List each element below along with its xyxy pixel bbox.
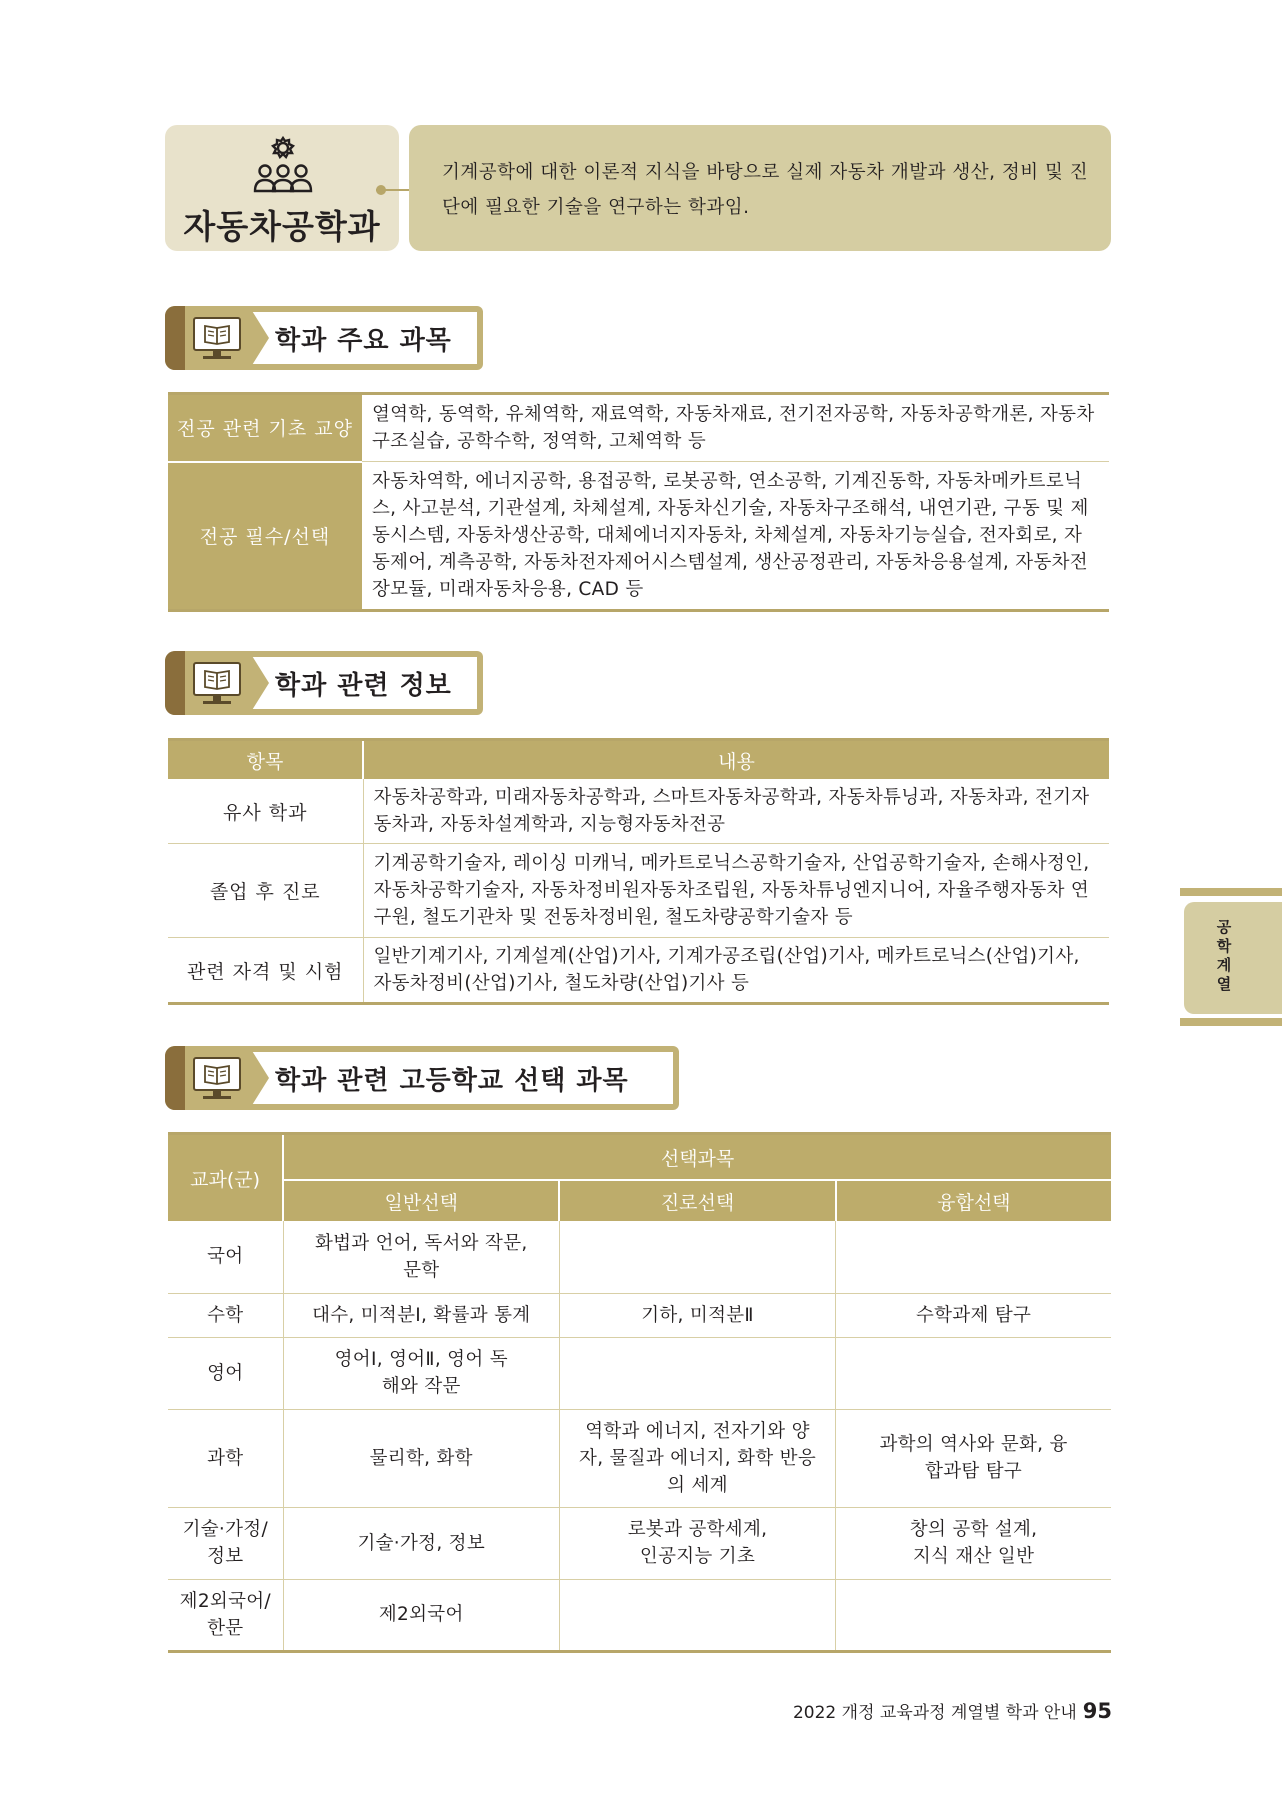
row-content: 열역학, 동역학, 유체역학, 재료역학, 자동차재료, 전기전자공학, 자동차공학개론, 자동차구조실습, 공학수학, 정역학, 고체역학 등 — [362, 394, 1109, 462]
major-subjects-table — [168, 392, 1109, 612]
description-text: 기계공학에 대한 이론적 지식을 바탕으로 실제 자동차 개발과 생산, 정비 및 진단에 필요한 기술을 연구하는 학과임. — [442, 162, 1089, 218]
table-row — [168, 1507, 1111, 1579]
general-cell: 화법과 언어, 독서와 작문, 문학 — [283, 1221, 559, 1293]
section-header-info — [165, 651, 483, 715]
side-tab-bar — [1180, 888, 1282, 896]
career-cell — [559, 1221, 835, 1293]
subject-cell: 영어 — [168, 1337, 283, 1409]
subject-cell: 수학 — [168, 1293, 283, 1337]
general-cell: 기술·가정, 정보 — [283, 1507, 559, 1579]
career-cell — [559, 1579, 835, 1651]
table-row — [168, 1293, 1111, 1337]
table-row — [168, 462, 1109, 611]
career-cell: 역학과 에너지, 전자기와 양자, 물질과 에너지, 화학 반응의 세계 — [559, 1409, 835, 1507]
side-tab — [1184, 902, 1282, 1014]
column-header: 진로선택 — [559, 1180, 835, 1221]
table-row — [168, 1221, 1111, 1293]
dept-title: 자동차공학과 — [183, 207, 381, 246]
general-cell: 영어Ⅰ, 영어Ⅱ, 영어 독해와 작문 — [283, 1337, 559, 1409]
subject-cell: 제2외국어/ 한문 — [168, 1579, 283, 1651]
row-label: 관련 자격 및 시험 — [168, 938, 363, 1004]
table-header-row — [168, 1134, 1111, 1181]
column-header: 선택과목 — [283, 1134, 1111, 1181]
table-row — [168, 1409, 1111, 1507]
subject-cell: 국어 — [168, 1221, 283, 1293]
subject-cell: 기술·가정/ 정보 — [168, 1507, 283, 1579]
table-row — [168, 1337, 1111, 1409]
column-header: 융합선택 — [836, 1180, 1111, 1221]
fusion-cell: 창의 공학 설계, 지식 재산 일반 — [836, 1507, 1111, 1579]
row-content: 자동차공학과, 미래자동차공학과, 스마트자동차공학과, 자동차튜닝과, 자동차과, 전기자동차과, 자동차설계학과, 지능형자동차전공 — [363, 779, 1109, 844]
table-header-row — [168, 740, 1109, 780]
connector-dot — [376, 185, 386, 195]
table-row — [168, 1579, 1111, 1651]
section-header-major — [165, 306, 483, 370]
table-row — [168, 394, 1109, 462]
column-header: 내용 — [363, 740, 1109, 780]
row-content: 기계공학기술자, 레이싱 미캐닉, 메카트로닉스공학기술자, 산업공학기술자, 손해사정인, 자동차공학기술자, 자동차정비원자동차조립원, 자동차튜닝엔지니어, 자율주행자동차 연구원, 철도기관차 및 전동차정비원, 철도차량공학기술자 등 — [363, 844, 1109, 938]
monitor-book-icon — [191, 1054, 243, 1104]
row-content: 자동차역학, 에너지공학, 용접공학, 로봇공학, 연소공학, 기계진동학, 자동차메카트로닉스, 사고분석, 기관설계, 차체설계, 자동차신기술, 자동차구조해석, 내연기관, 구동 및 제동시스템, 자동차생산공학, 대체에너지자동차, 차체설계, 자동차기능실습, 전자회로, 자동제어, 계측공학, 자동차전자제어시스템설계, 생산공정관리, 자동차응용설계, 자동차전장모듈, 미래자동차응용, CAD 등 — [372, 471, 1089, 600]
fusion-cell: 수학과제 탐구 — [836, 1293, 1111, 1337]
fusion-cell — [836, 1221, 1111, 1293]
column-header: 일반선택 — [283, 1180, 559, 1221]
row-label: 전공 관련 기초 교양 — [168, 394, 362, 462]
section-header-hs — [165, 1046, 679, 1110]
side-tab-label: 공학 계열 — [1216, 918, 1232, 993]
general-cell: 제2외국어 — [283, 1579, 559, 1651]
career-cell — [559, 1337, 835, 1409]
row-label: 졸업 후 진로 — [168, 844, 363, 938]
related-info-table — [168, 738, 1109, 1005]
row-label: 유사 학과 — [168, 779, 363, 844]
people-gear-icon — [251, 135, 315, 199]
footer-text: 2022 개정 교육과정 계열별 학과 안내 — [792, 1703, 1077, 1723]
fusion-cell — [836, 1579, 1111, 1651]
fusion-cell: 과학의 역사와 문화, 융합과탐 탐구 — [836, 1409, 1111, 1507]
table-header-row — [168, 1180, 1111, 1221]
section-title: 학과 관련 고등학교 선택 과목 — [275, 1066, 629, 1096]
monitor-book-icon — [191, 314, 243, 364]
footer — [760, 1698, 1112, 1723]
page-number: 95 — [1082, 1699, 1112, 1723]
description-box — [409, 125, 1111, 251]
career-cell: 기하, 미적분Ⅱ — [559, 1293, 835, 1337]
table-row — [168, 938, 1109, 1004]
side-tab-bar — [1180, 1018, 1282, 1026]
column-header: 항목 — [168, 740, 363, 780]
career-cell: 로봇과 공학세계, 인공지능 기초 — [559, 1507, 835, 1579]
general-cell: 물리학, 화학 — [283, 1409, 559, 1507]
subject-cell: 과학 — [168, 1409, 283, 1507]
dept-name-box — [165, 125, 399, 251]
general-cell: 대수, 미적분Ⅰ, 확률과 통계 — [283, 1293, 559, 1337]
table-row — [168, 779, 1109, 844]
row-label: 전공 필수/선택 — [168, 462, 362, 611]
table-row — [168, 844, 1109, 938]
fusion-cell — [836, 1337, 1111, 1409]
section-title: 학과 관련 정보 — [275, 671, 452, 701]
monitor-book-icon — [191, 659, 243, 709]
column-header: 교과(군) — [168, 1134, 283, 1222]
section-title: 학과 주요 과목 — [275, 326, 452, 356]
row-content: 일반기계기사, 기계설계(산업)기사, 기계가공조립(산업)기사, 메카트로닉스(산업)기사, 자동차정비(산업)기사, 철도차량(산업)기사 등 — [373, 946, 1080, 994]
hs-subjects-table — [168, 1132, 1111, 1653]
